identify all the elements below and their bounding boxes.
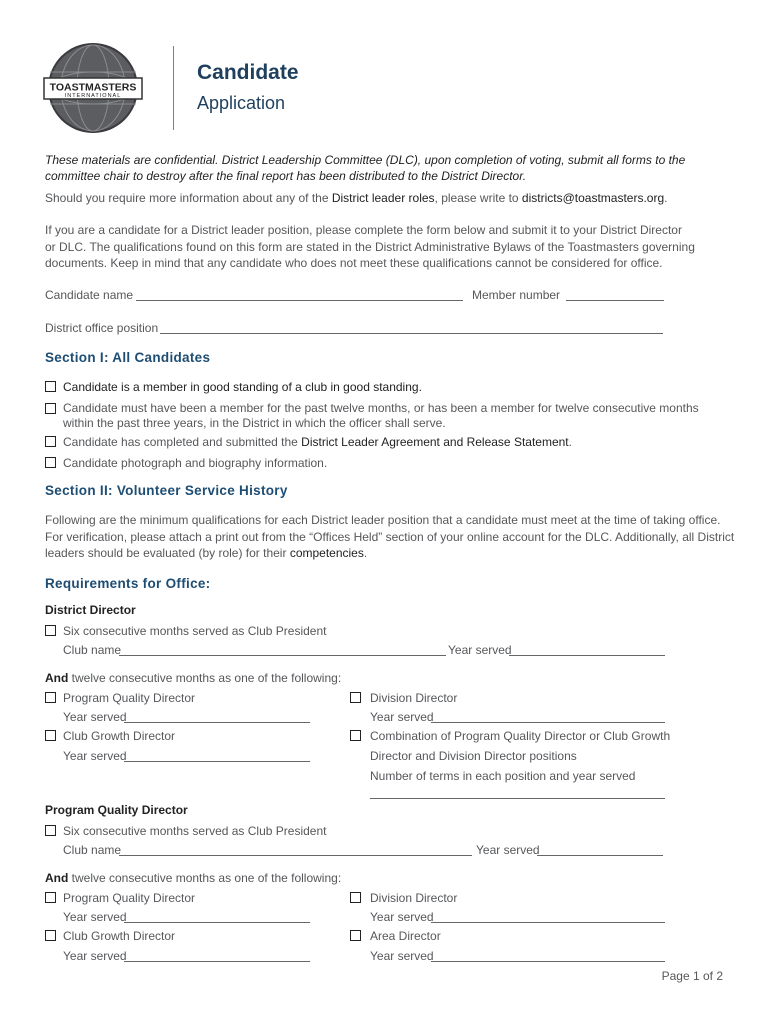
dd-cgd-year-field[interactable] [124,761,310,762]
checkbox-dd-pqd[interactable] [45,692,56,703]
dd-combination-label-1: Combination of Program Quality Director or Club Growth [370,729,671,743]
districts-email-link[interactable]: districts@toastmasters.org [521,191,665,205]
dd-year-served-label: Year served [448,643,512,657]
dd-division-year-field[interactable] [431,722,665,723]
info-text: Should you require more information about any of the [45,191,332,205]
pqd-club-name-label: Club name [63,843,122,857]
section-2-line-2: For verification, please attach a print out from the “Offices Held” section of your online account for the DLC. Additionally, all District [45,529,735,544]
good-standing-label: Candidate is a member in good standing of a club in good standing. [63,380,422,394]
info-line [45,190,667,206]
checkbox-membership[interactable] [45,403,56,414]
pqd-division-year-field[interactable] [431,922,665,923]
section-2-line-1: Following are the minimum qualifications for each District leader position that a candidate must meet at the time of taking office. [45,513,721,527]
agreement-label [63,434,572,450]
intro-paragraph [45,222,727,272]
district-leader-roles-link[interactable]: District leader roles [331,191,435,205]
header-divider [173,46,174,130]
dd-and-rest: twelve consecutive months as one of the following: [68,671,342,685]
section-2-line-3 [45,545,727,562]
dd-combination-field[interactable] [370,798,665,799]
dd-and-line [45,670,341,686]
pqd-area-label: Area Director [370,929,441,943]
pqd-pqd-year-field[interactable] [124,922,310,923]
intro-line-3: documents. Keep in mind that any candidate who does not meet these qualifications cannot be considered for office. [45,256,663,270]
pqd-pqd-year-label: Year served [63,910,127,924]
checkbox-pqd-pqd[interactable] [45,892,56,903]
dd-club-name-label: Club name [63,643,122,657]
checkbox-pqd-division[interactable] [350,892,361,903]
district-director-title: District Director [45,603,136,617]
page-number: Page 1 of 2 [661,969,723,983]
dd-combination-label-3: Number of terms in each position and year served [370,769,636,783]
pqd-area-year-field[interactable] [431,961,665,962]
checkbox-pqd-cgd[interactable] [45,930,56,941]
info-text-end: . [664,191,668,205]
pqd-cgd-year-field[interactable] [124,961,310,962]
dd-cgd-label: Club Growth Director [63,729,176,743]
pqd-pqd-label: Program Quality Director [63,891,196,905]
info-text-mid: , please write to [434,191,522,205]
requirements-title: Requirements for Office: [45,576,211,591]
pqd-area-year-label: Year served [370,949,434,963]
checkbox-pqd-president[interactable] [45,825,56,836]
membership-label-1: Candidate must have been a member for the past twelve months, or has been a member for twelve consecutive months [63,401,699,415]
pqd-year-served-label: Year served [476,843,540,857]
dd-pqd-year-label: Year served [63,710,127,724]
logo-wordmark: TOASTMASTERS [49,81,137,94]
pqd-and-rest: twelve consecutive months as one of the following: [68,871,342,885]
checkbox-agreement[interactable] [45,436,56,447]
page-subtitle: Application [197,93,286,113]
page-title: Candidate [197,61,299,84]
dd-pqd-label: Program Quality Director [63,691,196,705]
intro-line-1: If you are a candidate for a District leader position, please complete the form below and submit it to your District Director [45,223,682,237]
photo-bio-label: Candidate photograph and biography information. [63,456,328,470]
pqd-cgd-year-label: Year served [63,949,127,963]
checkbox-dd-cgd[interactable] [45,730,56,741]
membership-label-2: within the past three years, in the District in which the officer shall serve. [63,416,446,430]
dd-and: And [45,671,69,685]
checkbox-dd-combination[interactable] [350,730,361,741]
dd-cgd-year-label: Year served [63,749,127,763]
checkbox-photo-bio[interactable] [45,457,56,468]
intro-line-2: or DLC. The qualifications found on this form are stated in the District Administrative Bylaws of the Toastmasters governing [45,239,695,254]
dd-combination-label-2: Director and Division Director positions [370,749,577,763]
pqd-division-label: Division Director [370,891,458,905]
pqd-division-year-label: Year served [370,910,434,924]
checkbox-dd-president[interactable] [45,625,56,636]
checkbox-dd-division[interactable] [350,692,361,703]
checkbox-pqd-area[interactable] [350,930,361,941]
dd-president-label: Six consecutive months served as Club President [63,624,327,638]
pqd-president-label: Six consecutive months served as Club President [63,824,327,838]
member-number-label: Member number [472,288,561,302]
pqd-and: And [45,871,69,885]
candidate-name-label: Candidate name [45,288,134,302]
section-1-title: Section I: All Candidates [45,350,211,365]
confidential-notice [45,152,725,184]
dd-pqd-year-field[interactable] [124,722,310,723]
pqd-year-served-field[interactable] [537,855,663,856]
confidential-line-1: These materials are confidential. District Leadership Committee (DLC), upon completion of voting, submit all forms to the [45,153,686,167]
competencies-link[interactable]: competencies [289,546,364,560]
pqd-and-line [45,870,341,886]
section-2-line-3-text: leaders should be evaluated (by role) for their [45,546,290,560]
logo-tagline: INTERNATIONAL [64,93,122,99]
checkbox-good-standing[interactable] [45,381,56,392]
toastmasters-logo [42,42,144,134]
candidate-name-field[interactable] [136,300,463,301]
section-2-line-3-end: . [363,546,368,560]
district-office-field[interactable] [160,333,663,334]
pqd-title: Program Quality Director [45,803,188,817]
section-2-paragraph [45,512,735,562]
agreement-text: Candidate has completed and submitted the [63,435,302,449]
pqd-cgd-label: Club Growth Director [63,929,176,943]
agreement-end: . [568,435,572,449]
confidential-line-2: committee chair to destroy after the final report has been distributed to the District Director. [45,169,527,183]
member-number-field[interactable] [566,300,664,301]
dd-division-year-label: Year served [370,710,434,724]
dd-club-name-field[interactable] [119,655,446,656]
pqd-club-name-field[interactable] [119,855,472,856]
section-2-title: Section II: Volunteer Service History [45,483,288,498]
dd-division-label: Division Director [370,691,458,705]
agreement-link[interactable]: District Leader Agreement and Release Statement [301,435,569,449]
dd-year-served-field[interactable] [509,655,665,656]
district-office-label: District office position [45,321,159,335]
